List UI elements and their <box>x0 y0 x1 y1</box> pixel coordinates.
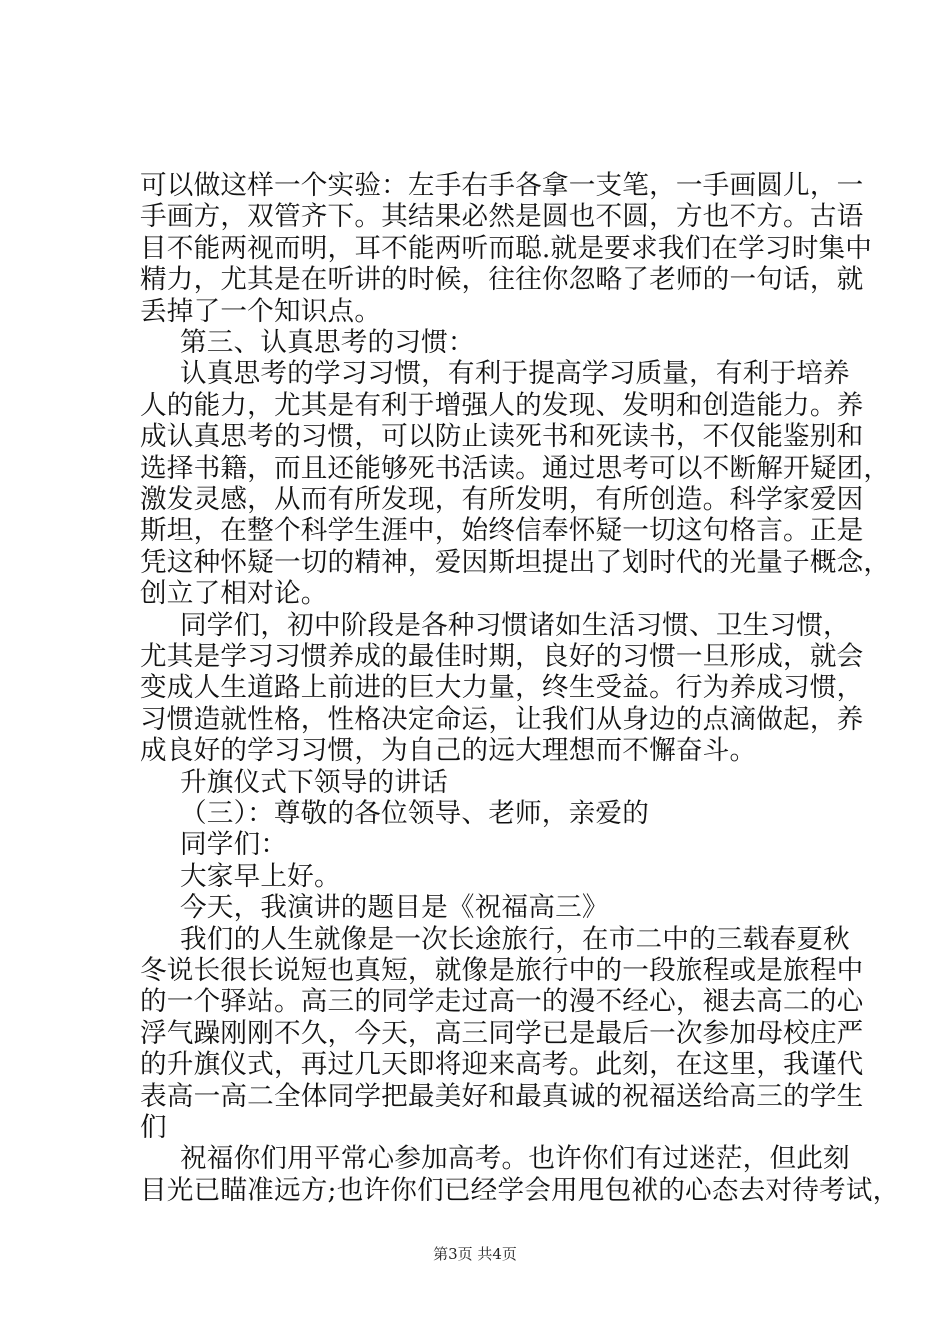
text-line: 表高一高二全体同学把最美好和最真诚的祝福送给高三的学生 <box>140 1080 864 1112</box>
text-line: 手画方，双管齐下。其结果必然是圆也不圆，方也不方。古语 <box>140 201 864 233</box>
text-line: 们 <box>140 1112 167 1143</box>
text-line: （三）：尊敬的各位领导、老师，亲爱的 <box>180 798 649 829</box>
text-line: 今天，我演讲的题目是《祝福高三》 <box>180 892 609 924</box>
text-line: 激发灵感，从而有所发现，有所发明，有所创造。科学家爱因 <box>140 484 864 515</box>
text-line: 成良好的学习习惯，为自己的远大理想而不懈奋斗。 <box>140 735 757 767</box>
text-line: 大家早上好。 <box>180 860 341 892</box>
text-line: 尤其是学习习惯养成的最佳时期，良好的习惯一旦形成，就会 <box>140 641 864 672</box>
text-line: 成认真思考的习惯，可以防止读死书和死读书，不仅能鉴别和 <box>140 421 864 453</box>
text-line: 目不能两视而明，耳不能两听而聪.就是要求我们在学习时集中 <box>140 232 873 264</box>
text-line: 变成人生道路上前进的巨大力量，终生受益。行为养成习惯， <box>140 672 864 704</box>
text-line: 祝福你们用平常心参加高考。也许你们有过迷茫，但此刻 <box>180 1143 850 1175</box>
text-line: 创立了相对论。 <box>140 578 328 610</box>
text-line: 的升旗仪式，再过几天即将迎来高考。此刻，在这里，我谨代 <box>140 1049 864 1081</box>
text-line: 我们的人生就像是一次长途旅行，在市二中的三载春夏秋 <box>180 923 850 955</box>
page-number: 第3页 共4页 <box>433 1245 517 1263</box>
text-line: 目光已瞄准远方;也许你们已经学会用甩包袱的心态去对待考试， <box>140 1174 900 1206</box>
text-line: 选择书籍，而且还能够死书活读。通过思考可以不断解开疑团， <box>140 452 891 484</box>
text-line: 丢掉了一个知识点。 <box>140 295 382 327</box>
text-line: 凭这种怀疑一切的精神，爱因斯坦提出了划时代的光量子概念， <box>140 546 891 578</box>
text-line: 同学们，初中阶段是各种习惯诸如生活习惯、卫生习惯， <box>180 609 850 641</box>
text-line: 斯坦，在整个科学生涯中，始终信奉怀疑一切这句格言。正是 <box>140 515 864 547</box>
text-line: 精力，尤其是在听讲的时候，往往你忽略了老师的一句话，就 <box>140 264 864 296</box>
text-line: 可以做这样一个实验：左手右手各拿一支笔，一手画圆儿，一 <box>140 170 864 201</box>
text-line: 习惯造就性格，性格决定命运，让我们从身边的点滴做起，养 <box>140 703 864 735</box>
text-line: 的一个驿站。高三的同学走过高一的漫不经心，褪去高二的心 <box>140 986 864 1018</box>
section-heading: 第三、认真思考的习惯： <box>180 327 475 358</box>
text-line: 同学们： <box>180 829 288 861</box>
speech-title: 升旗仪式下领导的讲话 <box>180 766 448 798</box>
text-line: 认真思考的学习习惯，有利于提高学习质量，有利于培养 <box>180 358 850 390</box>
text-line: 人的能力，尤其是有利于增强人的发现、发明和创造能力。养 <box>140 389 864 421</box>
text-line: 冬说长很长说短也真短，就像是旅行中的一段旅程或是旅程中 <box>140 955 864 986</box>
text-line: 浮气躁刚刚不久，今天，高三同学已是最后一次参加母校庄严 <box>140 1017 864 1049</box>
